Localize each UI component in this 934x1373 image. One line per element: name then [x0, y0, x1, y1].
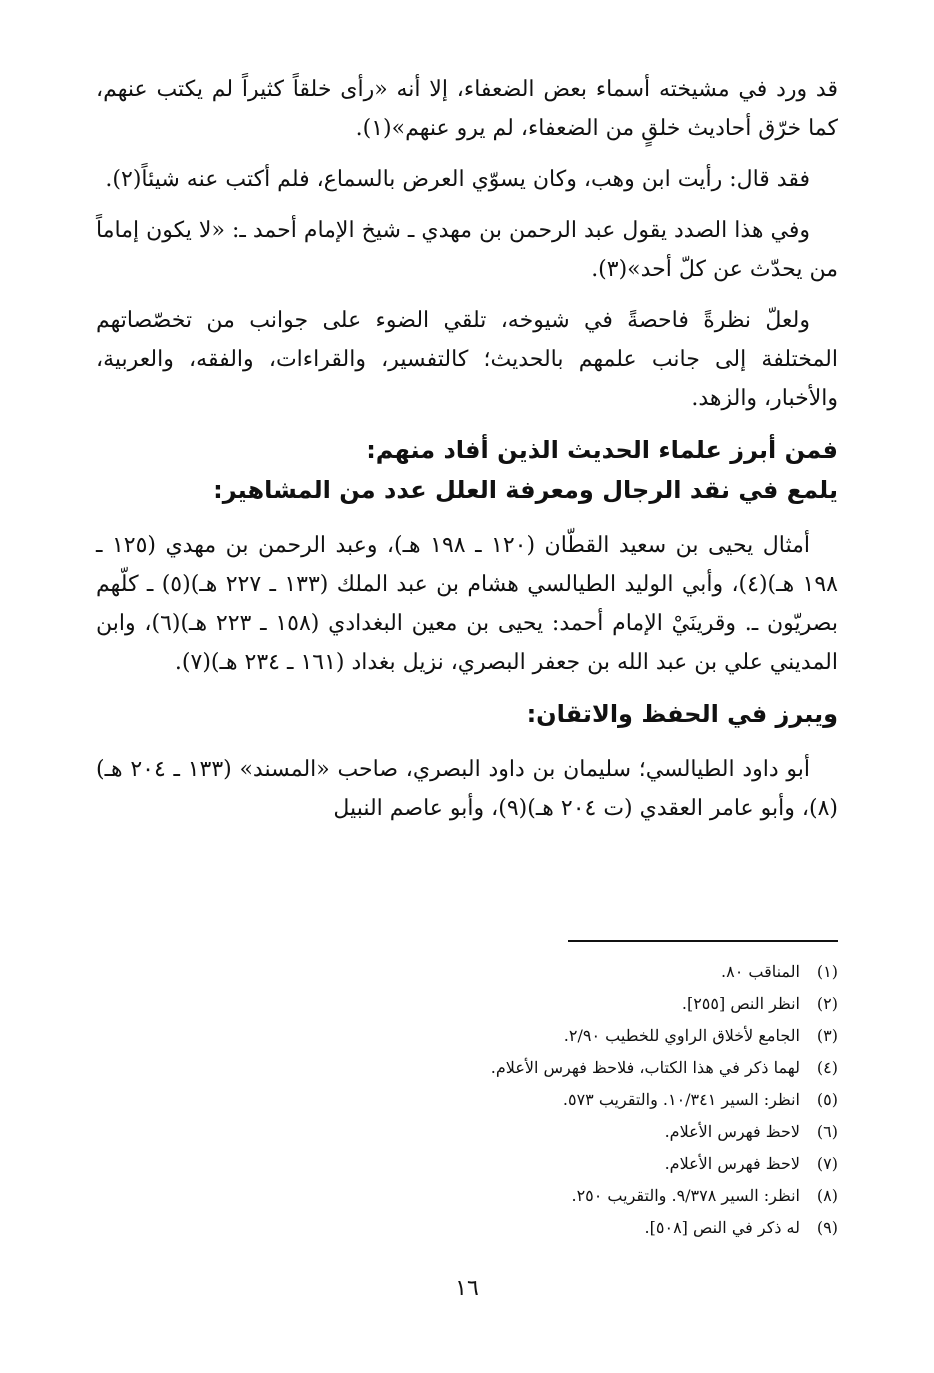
- footnote-number: (١): [816, 962, 838, 981]
- footnote-text: لهما ذكر في هذا الكتاب، فلاحظ فهرس الأعلام.: [490, 1058, 800, 1077]
- footnote: [96, 1116, 838, 1148]
- footnote-number: (٦): [816, 1122, 838, 1141]
- footnote-text: لاحظ فهرس الأعلام.: [664, 1154, 800, 1173]
- footnote-number: (٨): [816, 1186, 838, 1205]
- footnotes-list: [96, 956, 838, 1244]
- paragraph-huffaz: أبو داود الطيالسي؛ سليمان بن داود البصري، صاحب «المسند» (١٣٣ ـ ٢٠٤ هـ)(٨)، وأبو عامر العقدي (ت ٢٠٤ هـ)(٩)، وأبو عاصم النبيل: [96, 757, 838, 821]
- footnote-number: (٧): [816, 1154, 838, 1173]
- footnote-divider: [568, 940, 838, 942]
- footnote-number: (٩): [816, 1218, 838, 1237]
- footnote-number: (٢): [816, 994, 838, 1013]
- section-heading: [96, 430, 838, 510]
- footnote: [96, 1084, 838, 1116]
- footnote-text: الجامع لأخلاق الراوي للخطيب ٢/٩٠.: [563, 1026, 800, 1045]
- paragraph: ولعلّ نظرةً فاحصةً في شيوخه، تلقي الضوء على جوانب من تخصّصاتهم المختلفة إلى جانب علمهم بالحديث؛ كالتفسير، والقراءات، والفقه، والعربية، والأخبار، والزهد.: [96, 308, 838, 411]
- footnote: [96, 988, 838, 1020]
- footnote-number: (٥): [816, 1090, 838, 1109]
- footnote: [96, 1180, 838, 1212]
- page-number: ١٦: [455, 1276, 479, 1301]
- footnote-number: (٣): [816, 1026, 838, 1045]
- footnote-text: لاحظ فهرس الأعلام.: [664, 1122, 800, 1141]
- footnote: [96, 1020, 838, 1052]
- paragraph: وفي هذا الصدد يقول عبد الرحمن بن مهدي ـ شيخ الإمام أحمد ـ: «لا يكون إماماً من يحدّث عن كلّ أحد»(٣).: [96, 218, 838, 282]
- section-heading: ويبرز في الحفظ والاتقان:: [526, 700, 838, 728]
- heading-line: يلمع في نقد الرجال ومعرفة العلل عدد من المشاهير:: [213, 476, 838, 504]
- paragraph-critics: أمثال يحيى بن سعيد القطّان (١٢٠ ـ ١٩٨ هـ)، وعبد الرحمن بن مهدي (١٢٥ ـ ١٩٨ هـ)(٤)، وأبي الوليد الطيالسي هشام بن عبد الملك (١٣٣ ـ ٢٢٧ هـ)(٥) ـ كلّهم بصريّون ـ. وقرينَيْ الإمام أحمد: يحيى بن معين البغدادي (١٥٨ ـ ٢٢٣ هـ)(٦)، وابن المديني علي بن عبد الله بن جعفر البصري، نزيل بغداد (١٦١ ـ ٢٣٤ هـ)(٧).: [96, 533, 838, 675]
- footnote-number: (٤): [816, 1058, 838, 1077]
- footnote: [96, 956, 838, 988]
- footnote-text: انظر النص [٢٥٥].: [681, 994, 800, 1013]
- footnote: [96, 1052, 838, 1084]
- main-text: [96, 70, 838, 840]
- footnote-text: انظر: السير ٩/٣٧٨. والتقريب ٢٥٠.: [571, 1186, 800, 1205]
- footnote-text: له ذكر في النص [٥٠٨].: [644, 1218, 800, 1237]
- footnote-text: المناقب ٨٠.: [721, 962, 800, 981]
- footnote: [96, 1212, 838, 1244]
- heading-line: فمن أبرز علماء الحديث الذين أفاد منهم:: [366, 436, 838, 464]
- paragraph: قد ورد في مشيخته أسماء بعض الضعفاء، إلا أنه «رأى خلقاً كثيراً لم يكتب عنهم، كما خرّق أحاديث خلقٍ من الضعفاء، لم يرو عنهم»(١).: [96, 77, 838, 141]
- paragraph: فقد قال: رأيت ابن وهب، وكان يسوّي العرض بالسماع، فلم أكتب عنه شيئاً(٢).: [105, 167, 810, 192]
- footnote-text: انظر: السير ١٠/٣٤١. والتقريب ٥٧٣.: [562, 1090, 800, 1109]
- footnote: [96, 1148, 838, 1180]
